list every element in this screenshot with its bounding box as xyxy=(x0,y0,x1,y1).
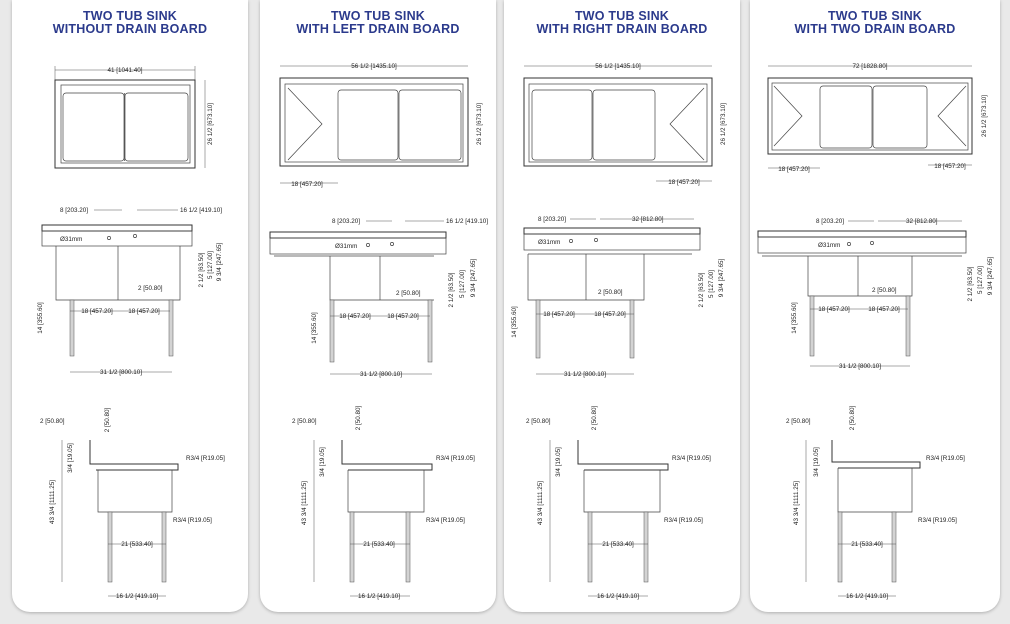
dim-side-c: 3/4 [19.05] xyxy=(319,447,326,477)
dim-bowl-1: 18 [457.20] xyxy=(339,313,371,320)
top-view xyxy=(55,66,214,168)
dim-faucet-spacing: 16 1/2 [419.10] xyxy=(180,207,223,214)
dim-bowl-1: 18 [457.20] xyxy=(543,311,575,318)
dim-drain-diameter: Ø31mm xyxy=(818,242,841,249)
dim-depth: 26 1/2 [673.10] xyxy=(720,102,727,146)
dim-h3: 9 3/4 [247.65] xyxy=(470,258,477,298)
title-line-2: WITHOUT DRAIN BOARD xyxy=(52,22,208,36)
dim-faucet-spacing: 32 [812.80] xyxy=(906,218,938,225)
front-view xyxy=(758,218,994,370)
dim-leg-height: 14 [355.60] xyxy=(511,306,518,338)
dim-side-c: 3/4 [19.05] xyxy=(813,447,820,477)
dim-drain-diameter: Ø31mm xyxy=(60,236,83,243)
dim-bowl-2: 18 [457.20] xyxy=(387,313,419,320)
panel-no-drain-board xyxy=(12,0,248,612)
title-line-2: WITH LEFT DRAIN BOARD xyxy=(296,22,460,36)
dim-faucet: 8 [203.20] xyxy=(816,218,845,225)
dim-tub-bottom: 2 [50.80] xyxy=(598,289,623,296)
dim-faucet-spacing: 32 [812.80] xyxy=(632,216,664,223)
dim-radius-bottom: R3/4 [R19.05] xyxy=(918,517,957,524)
dim-side-b: 2 [50.80] xyxy=(355,405,362,431)
dim-drain-diameter: Ø31mm xyxy=(538,239,561,246)
dim-leg-height: 14 [355.60] xyxy=(791,302,798,334)
top-view xyxy=(524,63,727,186)
dim-inner-depth: 21 [533.40] xyxy=(121,541,153,548)
dim-h1: 2 1/2 [63.50] xyxy=(967,266,974,302)
dim-front-width: 31 1/2 [800.10] xyxy=(838,363,882,370)
dim-bowl-1: 18 [457.20] xyxy=(81,308,113,315)
dim-bowl-2: 18 [457.20] xyxy=(128,308,160,315)
drawing-left-drain-board xyxy=(260,0,496,612)
dim-radius-top: R3/4 [R19.05] xyxy=(672,455,711,462)
dim-side-b: 2 [50.80] xyxy=(849,405,856,431)
dim-tub-bottom: 2 [50.80] xyxy=(396,290,421,297)
dim-h1: 2 1/2 [63.50] xyxy=(198,252,205,288)
dim-h1: 2 1/2 [63.50] xyxy=(698,272,705,308)
dim-tub-bottom: 2 [50.80] xyxy=(138,285,163,292)
panel-left-drain-board xyxy=(260,0,496,612)
dim-leg-height: 14 [355.60] xyxy=(37,302,44,334)
side-view xyxy=(786,405,965,600)
panel-two-drain-board xyxy=(750,0,1000,612)
dim-side-c: 3/4 [19.05] xyxy=(67,443,74,473)
dim-faucet: 8 [203.20] xyxy=(60,207,89,214)
dim-depth: 26 1/2 [673.10] xyxy=(207,102,214,146)
drawing-two-drain-board xyxy=(750,0,1000,612)
dim-radius-bottom: R3/4 [R19.05] xyxy=(173,517,212,524)
top-view xyxy=(280,63,483,188)
dim-h3: 9 3/4 [247.65] xyxy=(987,256,994,296)
side-view xyxy=(292,405,475,600)
dim-side-depth: 16 1/2 [419.10] xyxy=(115,593,159,600)
dim-side-b: 2 [50.80] xyxy=(591,405,598,431)
dim-side-depth: 16 1/2 [419.10] xyxy=(845,593,889,600)
title-line-1: TWO TUB SINK xyxy=(827,9,923,23)
dim-overall-width: 56 1/2 [1435.10] xyxy=(595,63,641,70)
front-view xyxy=(511,216,725,378)
dim-overall-width: 72 [1828.80] xyxy=(852,63,888,70)
dim-side-a: 2 [50.80] xyxy=(292,418,317,425)
front-view xyxy=(270,218,488,378)
dim-side-a: 2 [50.80] xyxy=(40,418,65,425)
dim-side-c: 3/4 [19.05] xyxy=(555,447,562,477)
title-line-1: TWO TUB SINK xyxy=(82,9,178,23)
dim-board: 18 [457.20] xyxy=(668,179,700,186)
dim-h2: 5 [127.00] xyxy=(207,250,214,280)
dim-side-depth: 16 1/2 [419.10] xyxy=(596,593,640,600)
dim-side-height: 43 3/4 [1111.25] xyxy=(49,479,56,525)
title-line-1: TWO TUB SINK xyxy=(574,9,670,23)
dim-side-height: 43 3/4 [1111.25] xyxy=(537,480,544,526)
front-view xyxy=(37,207,223,376)
drawing-no-drain-board xyxy=(12,0,248,612)
drawing-right-drain-board xyxy=(504,0,740,612)
dim-radius-top: R3/4 [R19.05] xyxy=(436,455,475,462)
dim-faucet: 8 [203.20] xyxy=(538,216,567,223)
dim-depth: 26 1/2 [673.10] xyxy=(476,102,483,146)
dim-h2: 5 [127.00] xyxy=(977,265,984,295)
dim-h3: 9 3/4 [247.65] xyxy=(718,258,725,298)
dim-radius-bottom: R3/4 [R19.05] xyxy=(426,517,465,524)
dim-h3: 9 3/4 [247.65] xyxy=(216,242,223,282)
dim-radius-bottom: R3/4 [R19.05] xyxy=(664,517,703,524)
title-line-2: WITH TWO DRAIN BOARD xyxy=(794,22,956,36)
dim-side-depth: 16 1/2 [419.10] xyxy=(357,593,401,600)
side-view xyxy=(526,405,711,600)
dim-front-width: 31 1/2 [800.10] xyxy=(99,369,143,376)
panel-right-drain-board xyxy=(504,0,740,612)
dim-board-left: 18 [457.20] xyxy=(778,166,810,173)
title-line-2: WITH RIGHT DRAIN BOARD xyxy=(536,22,708,36)
dim-board: 18 [457.20] xyxy=(291,181,323,188)
dim-h1: 2 1/2 [63.50] xyxy=(448,272,455,308)
dim-overall-width: 56 1/2 [1435.10] xyxy=(351,63,397,70)
dim-h2: 5 [127.00] xyxy=(459,269,466,299)
dim-side-b: 2 [50.80] xyxy=(104,407,111,433)
title-line-1: TWO TUB SINK xyxy=(330,9,426,23)
dim-inner-depth: 21 [533.40] xyxy=(363,541,395,548)
dim-faucet-spacing: 16 1/2 [419.10] xyxy=(446,218,489,225)
dim-radius-top: R3/4 [R19.05] xyxy=(186,455,225,462)
dim-drain-diameter: Ø31mm xyxy=(335,243,358,250)
dim-inner-depth: 21 [533.40] xyxy=(602,541,634,548)
dim-depth: 26 1/2 [673.10] xyxy=(981,94,988,138)
dim-radius-top: R3/4 [R19.05] xyxy=(926,455,965,462)
dim-board-right: 18 [457.20] xyxy=(934,163,966,170)
dim-bowl-2: 18 [457.20] xyxy=(594,311,626,318)
dim-side-a: 2 [50.80] xyxy=(786,418,811,425)
top-view xyxy=(768,63,988,173)
dim-inner-depth: 21 [533.40] xyxy=(851,541,883,548)
side-view xyxy=(40,407,225,600)
dim-overall-width: 41 [1041.40] xyxy=(107,67,143,74)
dim-leg-height: 14 [355.60] xyxy=(311,312,318,344)
dim-front-width: 31 1/2 [800.10] xyxy=(563,371,607,378)
dim-front-width: 31 1/2 [800.10] xyxy=(359,371,403,378)
dim-bowl-1: 18 [457.20] xyxy=(818,306,850,313)
dim-tub-bottom: 2 [50.80] xyxy=(872,287,897,294)
dim-bowl-2: 18 [457.20] xyxy=(868,306,900,313)
dim-faucet: 8 [203.20] xyxy=(332,218,361,225)
dim-h2: 5 [127.00] xyxy=(708,269,715,299)
dim-side-height: 43 3/4 [1111.25] xyxy=(793,480,800,526)
dim-side-a: 2 [50.80] xyxy=(526,418,551,425)
dim-side-height: 43 3/4 [1111.25] xyxy=(301,480,308,526)
